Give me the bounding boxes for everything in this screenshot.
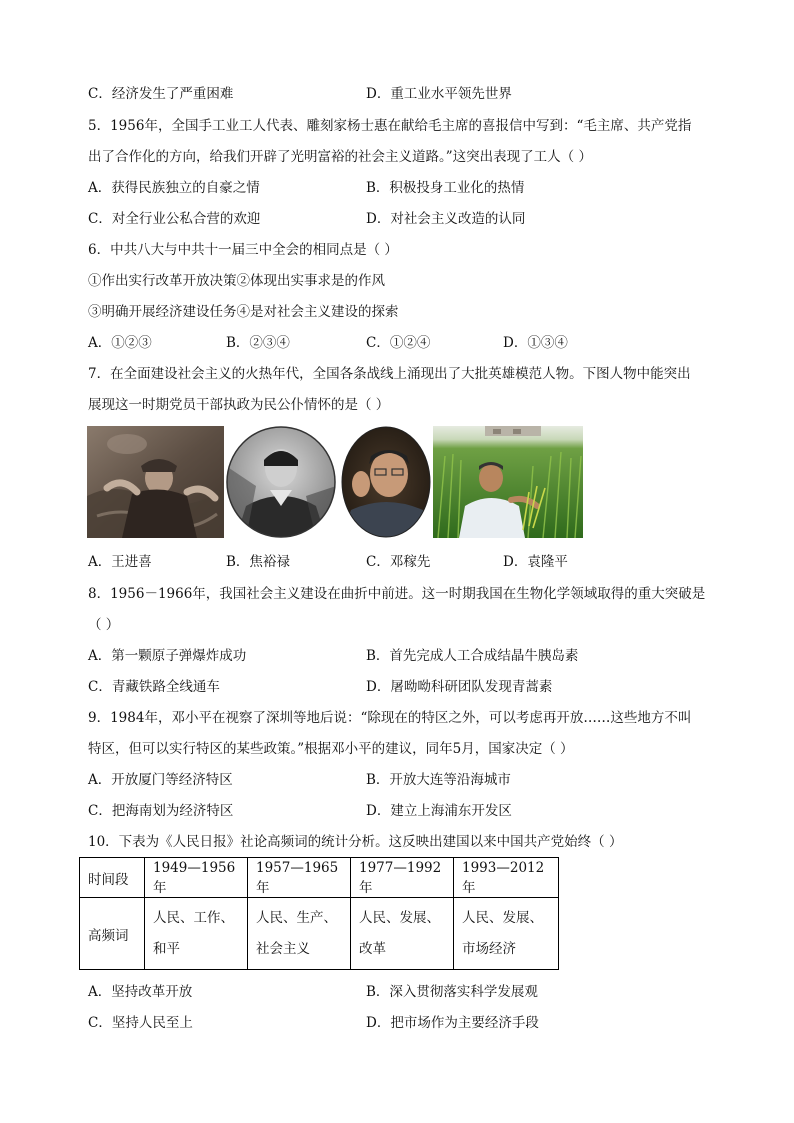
q6-option-b: B．②③④ [226,335,290,351]
q9-stem-line1: 9．1984年，邓小平在视察了深圳等地后说：“除现在的特区之外，可以考虑再开放……这些地方不叫 [88,710,692,726]
table-header-cell: 1993—2012年 [454,858,559,898]
table-row [80,898,559,970]
table-header-cell: 1977—1992年 [351,858,454,898]
photo-wang-jinxi [87,426,224,538]
table-cell-text: 社会主义 [256,940,310,957]
table-cell [80,898,145,970]
q7-option-a: A．王进喜 [88,554,152,570]
q10-option-d: D．把市场作为主要经济手段 [366,1015,539,1031]
q8-option-b: B．首先完成人工合成结晶牛胰岛素 [366,648,579,664]
q7-stem-line2: 展现这一时期党员干部执政为民公仆情怀的是（ ） [88,397,390,413]
q10-option-a: A．坚持改革开放 [88,984,193,1000]
table-cell-text: 人民、发展、 [462,909,543,926]
table-row [80,858,559,898]
q5-option-d: D．对社会主义改造的认同 [366,211,526,227]
q6-stem-line2: ①作出实行改革开放决策②体现出实事求是的作风 [88,273,385,289]
q4-option-c: C．经济发生了严重困难 [88,86,234,102]
q9-option-c: C．把海南划为经济特区 [88,803,234,819]
q5-option-a: A．获得民族独立的自豪之情 [88,180,260,196]
q9-option-a: A．开放厦门等经济特区 [88,772,233,788]
q5-stem-line1: 5．1956年，全国手工业工人代表、雕刻家杨士惠在献给毛主席的喜报信中写到：“毛主席、共产党指 [88,118,692,134]
table-header-cell: 时间段 [80,858,145,898]
table-cell [145,898,248,970]
q10-option-b: B．深入贯彻落实科学发展观 [366,984,538,1000]
q6-stem-line1: 6．中共八大与中共十一届三中全会的相同点是（ ） [88,242,398,258]
q6-option-a: A．①②③ [88,335,152,351]
table-cell-text: 高频词 [88,927,129,944]
q5-option-c: C．对全行业公私合营的欢迎 [88,211,261,227]
table-cell-text: 和平 [153,940,180,957]
table-cell [248,898,351,970]
table-cell-text: 人民、工作、 [153,909,234,926]
high-frequency-word-table [79,857,559,970]
table-cell [454,898,559,970]
q5-stem-line2: 出了合作化的方向，给我们开辟了光明富裕的社会主义道路。”这突出表现了工人（ ） [88,149,592,165]
q9-option-d: D．建立上海浦东开发区 [366,803,512,819]
table-cell-text: 人民、发展、 [359,909,440,926]
q8-option-a: A．第一颗原子弹爆炸成功 [88,648,247,664]
q10-option-c: C．坚持人民至上 [88,1015,193,1031]
q4-option-d: D．重工业水平领先世界 [366,86,512,102]
q8-option-d: D．屠呦呦科研团队发现青蒿素 [366,679,553,695]
q7-option-c: C．邓稼先 [366,554,431,570]
q7-stem-line1: 7．在全面建设社会主义的火热年代，全国各条战线上涌现出了大批英雄模范人物。下图人物中能突出 [88,366,691,382]
q6-option-d: D．①③④ [503,335,568,351]
table-header-cell: 1949—1956年 [145,858,248,898]
table-cell-text: 改革 [359,940,386,957]
table-cell [351,898,454,970]
table-header-cell: 1957—1965年 [248,858,351,898]
q5-option-b: B．积极投身工业化的热情 [366,180,525,196]
q8-stem-line2: （ ） [88,617,120,633]
table-cell-text: 人民、生产、 [256,909,337,926]
q10-stem: 10．下表为《人民日报》社论高频词的统计分析。这反映出建国以来中国共产党始终（ ） [88,834,623,850]
q9-stem-line2: 特区，但可以实行特区的某些政策。”根据邓小平的建议，同年5月，国家决定（ ） [88,741,574,757]
q8-option-c: C．青藏铁路全线通车 [88,679,220,695]
q6-option-c: C．①②④ [366,335,431,351]
photo-jiao-yulu [226,426,336,538]
photo-deng-jiaxian [341,426,431,538]
q8-stem-line1: 8．1956－1966年，我国社会主义建设在曲折中前进。这一时期我国在生物化学领域取得的重大突破是 [88,586,706,602]
table-cell-text: 市场经济 [462,940,516,957]
q6-stem-line3: ③明确开展经济建设任务④是对社会主义建设的探索 [88,304,399,320]
q7-option-d: D．袁隆平 [503,554,568,570]
q7-option-b: B．焦裕禄 [226,554,290,570]
photo-yuan-longping [433,426,583,538]
q9-option-b: B．开放大连等沿海城市 [366,772,511,788]
